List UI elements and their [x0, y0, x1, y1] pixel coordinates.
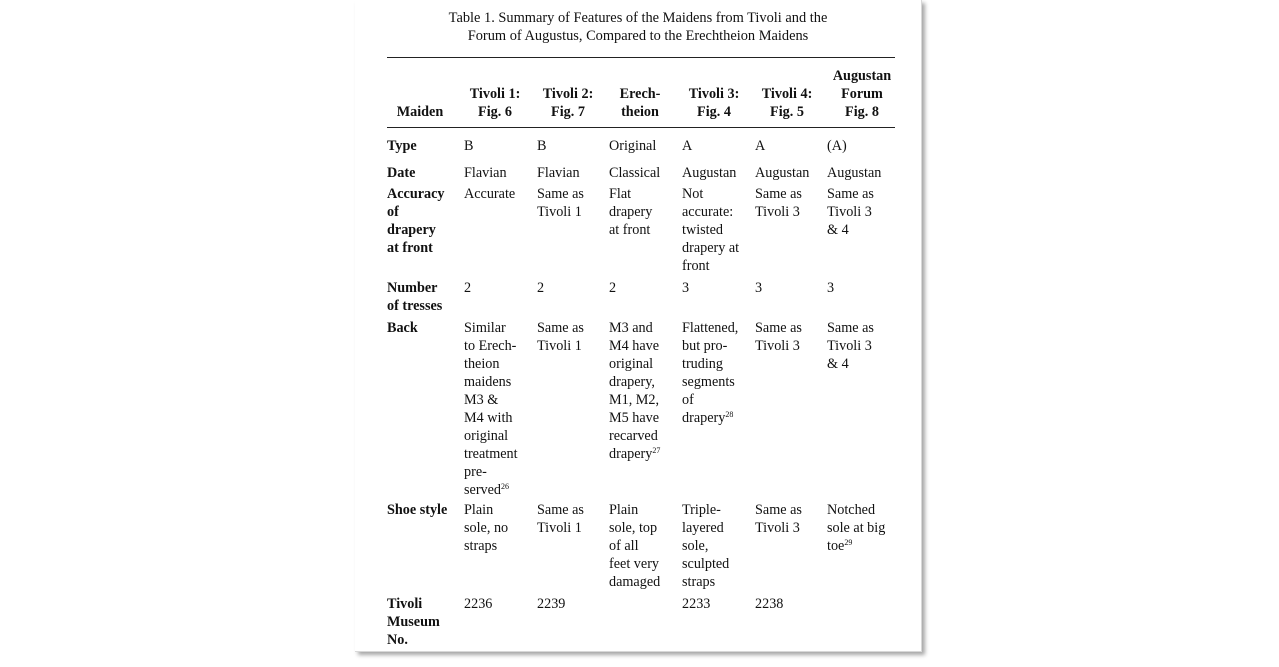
type-tivoli-2: B [537, 138, 547, 154]
header-tivoli-1: Tivoli 1: Fig. 6 [469, 86, 521, 120]
type-augustan: (A) [827, 138, 847, 154]
header-erechtheion: Erech- theion [619, 86, 661, 120]
row-label-back: Back [387, 320, 418, 336]
document-page [355, 0, 922, 652]
footnote-27: 27 [652, 446, 661, 455]
header-bottom-rule [387, 127, 895, 128]
accuracy-augustan: Same as Tivoli 3 & 4 [827, 186, 874, 238]
shoe-erechtheion: Plain sole, top of all feet very damaged [609, 502, 661, 590]
footnote-26: 26 [501, 482, 510, 491]
date-tivoli-1: Flavian [464, 165, 507, 181]
museum-tivoli-4: 2238 [755, 596, 784, 612]
tresses-augustan: 3 [827, 280, 835, 296]
accuracy-tivoli-4: Same as Tivoli 3 [755, 186, 802, 220]
table-top-rule [387, 57, 895, 58]
shoe-augustan [827, 501, 885, 555]
tresses-tivoli-1: 2 [464, 280, 472, 296]
date-tivoli-4: Augustan [755, 165, 810, 181]
shoe-tivoli-4: Same as Tivoli 3 [755, 502, 802, 536]
back-tivoli-1 [464, 319, 518, 499]
footnote-29: 29 [844, 538, 853, 547]
accuracy-tivoli-1: Accurate [464, 186, 516, 202]
museum-tivoli-2: 2239 [537, 596, 566, 612]
type-tivoli-4: A [755, 138, 766, 154]
row-label-date: Date [387, 165, 416, 181]
shoe-tivoli-1: Plain sole, no straps [464, 502, 509, 554]
date-erechtheion: Classical [609, 165, 661, 181]
row-label-shoe-style: Shoe style [387, 502, 448, 518]
type-tivoli-3: A [682, 138, 693, 154]
row-label-museum-no: Tivoli Museum No. [387, 596, 440, 648]
tresses-tivoli-4: 3 [755, 280, 763, 296]
date-tivoli-2: Flavian [537, 165, 580, 181]
date-augustan: Augustan [827, 165, 882, 181]
back-tivoli-4: Same as Tivoli 3 [755, 320, 802, 354]
tresses-tivoli-3: 3 [682, 280, 690, 296]
table-caption [355, 9, 921, 45]
tresses-tivoli-2: 2 [537, 280, 545, 296]
accuracy-tivoli-2: Same as Tivoli 1 [537, 186, 584, 220]
type-tivoli-1: B [464, 138, 474, 154]
accuracy-erechtheion: Flat drapery at front [609, 186, 653, 238]
back-tivoli-3-text: Flattened, but pro- truding segments of drapery [682, 320, 739, 426]
back-tivoli-3 [682, 319, 738, 427]
back-augustan: Same as Tivoli 3 & 4 [827, 320, 874, 372]
row-label-type: Type [387, 138, 417, 154]
shoe-tivoli-2: Same as Tivoli 1 [537, 502, 584, 536]
tresses-erechtheion: 2 [609, 280, 617, 296]
museum-tivoli-3: 2233 [682, 596, 711, 612]
header-tivoli-4: Tivoli 4: Fig. 5 [761, 86, 813, 120]
type-erechtheion: Original [609, 138, 657, 154]
museum-tivoli-1: 2236 [464, 596, 493, 612]
back-erechtheion-text: M3 and M4 have original drapery, M1, M2, M5 have recarved drapery [609, 320, 660, 462]
shoe-tivoli-3: Triple- layered sole, sculpted straps [682, 502, 730, 590]
back-erechtheion [609, 319, 660, 463]
row-label-tresses: Number of tresses [387, 280, 443, 314]
header-tivoli-3: Tivoli 3: Fig. 4 [688, 86, 740, 120]
caption-line-2: Forum of Augustus, Compared to the Erechtheion Maidens [467, 28, 809, 44]
caption-line-1: Table 1. Summary of Features of the Maidens from Tivoli and the [448, 10, 828, 26]
footnote-28: 28 [725, 410, 734, 419]
row-label-accuracy: Accuracy of drapery at front [387, 186, 445, 256]
header-augustan-forum: Augustan Forum Fig. 8 [832, 68, 892, 120]
back-tivoli-2: Same as Tivoli 1 [537, 320, 584, 354]
header-maiden: Maiden [396, 104, 444, 120]
date-tivoli-3: Augustan [682, 165, 737, 181]
shoe-augustan-text: Notched sole at big toe [827, 502, 886, 554]
back-tivoli-1-text: Similar to Erech- theion maidens M3 & M4 with original treatment pre- served [464, 320, 518, 498]
accuracy-tivoli-3: Not accurate: twisted drapery at front [682, 186, 740, 274]
header-tivoli-2: Tivoli 2: Fig. 7 [542, 86, 594, 120]
